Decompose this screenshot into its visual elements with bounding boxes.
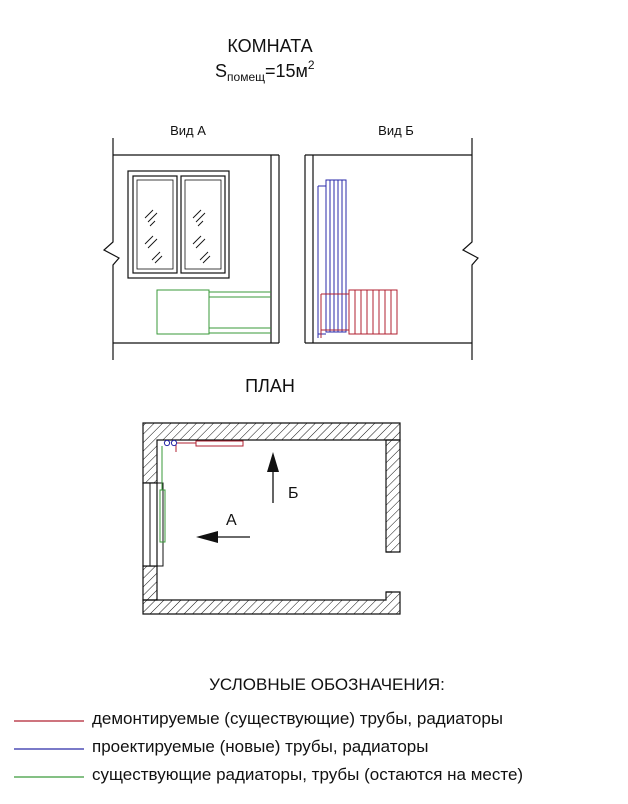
radiator-demolished-view-b [321,290,397,338]
view-b-right-break [463,138,478,360]
window-glass-left [137,180,173,269]
radiator-new-view-b [318,180,346,338]
legend-title: УСЛОВНЫЕ ОБОЗНАЧЕНИЯ: [209,675,445,694]
legend-item-existing: существующие радиаторы, трубы (остаются на месте) [92,765,524,784]
view-a [104,138,279,360]
view-a-label: Вид А [170,123,206,138]
plan-risers [164,440,176,445]
arrow-a [196,531,250,543]
riser-2 [171,440,176,445]
plan-radiator-demolished [176,441,243,452]
room-area [215,58,315,84]
wall-left-lower [143,566,157,600]
area-subscript: помещ [227,70,265,84]
radiator-existing-view-a [157,290,271,334]
view-a-left-break [104,138,119,360]
window-glass-right [185,180,221,269]
wall-bottom [143,592,400,614]
area-superscript: 2 [307,58,315,72]
legend-item-new: проектируемые (новые) трубы, радиаторы [92,737,429,756]
riser-1 [164,440,169,445]
plan-radiator-red [196,441,243,446]
arrow-a-head [196,531,218,543]
area-value: =15м [264,61,308,81]
area-symbol: S [215,61,228,81]
legend [14,709,523,784]
legend-item-demolished: демонтируемые (существующие) трубы, радиаторы [92,709,503,728]
arrow-a-label: А [226,512,237,529]
arrow-b-label: Б [288,485,299,502]
view-b-label: Вид Б [378,123,414,138]
wall-right-upper [386,440,400,552]
arrow-b-head [267,452,279,472]
window-sash-right [181,176,225,273]
radiator-a-body [157,290,209,334]
window-sash-left [133,176,177,273]
room-title: КОМНАТА [227,36,313,56]
arrow-b [267,452,279,503]
plan-title: ПЛАН [245,376,295,396]
radiator-b-vertical-body [326,180,346,332]
plan-walls [143,423,400,614]
wall-top-left [143,423,400,483]
window-frame [128,171,229,278]
